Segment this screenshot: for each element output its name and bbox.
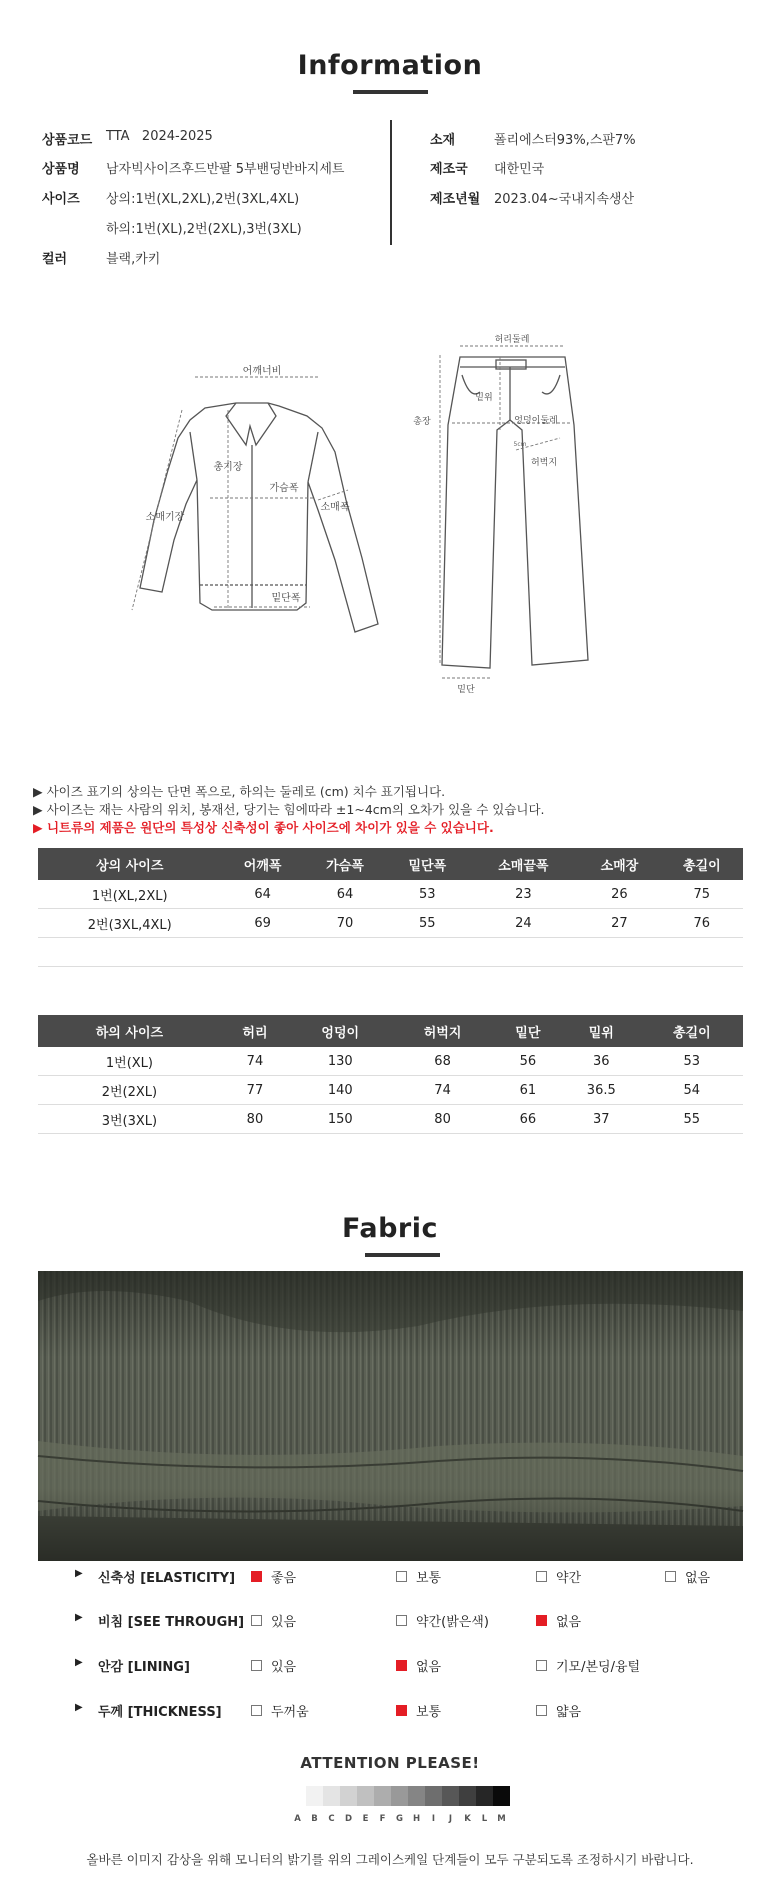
table-cell: 74	[391, 1076, 493, 1105]
table-cell: 27	[578, 909, 660, 938]
checkbox-checked-icon	[396, 1660, 407, 1671]
fabric-row-label: 두께 [THICKNESS]	[98, 1705, 222, 1720]
table-cell: 3번(3XL)	[38, 1105, 221, 1134]
grayscale-swatch	[493, 1786, 510, 1806]
fabric-title: Fabric	[342, 1213, 438, 1244]
bottom-size-table	[38, 1015, 743, 1134]
table-cell	[304, 938, 386, 967]
info-row-size-bottom	[42, 218, 302, 237]
table-cell	[386, 938, 468, 967]
table-cell: 76	[661, 909, 743, 938]
table-header-cell: 밑단폭	[386, 848, 468, 880]
fabric-row-label: 비침 [SEE THROUGH]	[98, 1615, 245, 1630]
grayscale-label: C	[328, 1814, 335, 1824]
fabric-photo	[38, 1271, 743, 1561]
grayscale-swatch	[374, 1786, 391, 1806]
option-lining-yes	[251, 1656, 296, 1675]
info-key	[42, 218, 106, 237]
table-cell: 77	[221, 1076, 289, 1105]
option-see-through-yes	[251, 1611, 296, 1630]
grayscale-swatch	[306, 1786, 323, 1806]
table-cell: 53	[641, 1047, 743, 1076]
fabric-row-thickness	[0, 1697, 780, 1723]
info-row-country	[430, 158, 544, 177]
label-thigh: 허벅지	[530, 458, 558, 468]
option-thickness-thick	[251, 1701, 309, 1720]
grayscale-label: G	[396, 1814, 403, 1824]
option-label: 있음	[271, 1660, 297, 1675]
label-sleeve-length: 소매기장	[145, 512, 185, 523]
label-hem: 밑단폭	[271, 593, 301, 604]
option-label: 약간(밝은색)	[416, 1615, 489, 1630]
table-header-cell: 허리	[221, 1015, 289, 1047]
info-value: 상의:1번(XL,2XL),2번(3XL,4XL)	[106, 192, 300, 207]
info-key: 컬러	[42, 252, 68, 267]
table-cell	[221, 938, 303, 967]
fabric-row-elasticity	[0, 1563, 780, 1589]
option-elasticity-none	[665, 1567, 710, 1586]
info-value: 폴리에스터93%,스판7%	[494, 133, 636, 148]
row-arrow-icon: ▶	[75, 1657, 83, 1668]
checkbox-icon	[536, 1571, 547, 1582]
grayscale-label: L	[481, 1814, 488, 1824]
info-value: 남자빅사이즈후드반팔 5부밴딩반바지세트	[106, 162, 345, 177]
table-cell: 150	[289, 1105, 391, 1134]
checkbox-icon	[396, 1571, 407, 1582]
info-row-product-code	[42, 129, 213, 148]
table-cell: 80	[391, 1105, 493, 1134]
table-row	[38, 1047, 743, 1076]
option-label: 보통	[416, 1705, 442, 1720]
table-cell	[578, 938, 660, 967]
table-header-cell: 소매끝폭	[468, 848, 578, 880]
grayscale-label: F	[379, 1814, 386, 1824]
table-header-cell: 소매장	[578, 848, 660, 880]
option-lining-fleece	[536, 1656, 640, 1675]
checkbox-checked-icon	[396, 1705, 407, 1716]
table-cell: 36.5	[562, 1076, 641, 1105]
option-label: 약간	[556, 1571, 582, 1586]
table-cell	[468, 938, 578, 967]
info-row-color	[42, 248, 160, 267]
checkbox-checked-icon	[251, 1571, 262, 1582]
grayscale-swatch	[459, 1786, 476, 1806]
table-cell: 54	[641, 1076, 743, 1105]
option-label: 없음	[685, 1571, 711, 1586]
option-see-through-none	[536, 1611, 581, 1630]
checkbox-icon	[251, 1660, 262, 1671]
checkbox-icon	[251, 1615, 262, 1626]
option-elasticity-slight	[536, 1567, 581, 1586]
option-label: 없음	[556, 1615, 582, 1630]
table-row	[38, 1076, 743, 1105]
row-arrow-icon: ▶	[75, 1702, 83, 1713]
fabric-row-see-through	[0, 1607, 780, 1633]
pants-measure-lines	[440, 346, 572, 678]
table-header-cell: 어깨폭	[221, 848, 303, 880]
grayscale-swatch	[476, 1786, 493, 1806]
grayscale-bar	[289, 1786, 510, 1806]
table-header-cell: 총길이	[641, 1015, 743, 1047]
grayscale-swatch	[408, 1786, 425, 1806]
option-label: 없음	[416, 1660, 442, 1675]
row-arrow-icon: ▶	[75, 1612, 83, 1623]
info-key: 제조년월	[430, 192, 481, 207]
table-header-cell: 상의 사이즈	[38, 848, 221, 880]
label-waist: 허리둘레	[494, 335, 530, 345]
table-cell: 53	[386, 880, 468, 909]
table-cell: 140	[289, 1076, 391, 1105]
option-label: 얇음	[556, 1705, 582, 1720]
table-cell: 26	[578, 880, 660, 909]
option-thickness-thin	[536, 1701, 581, 1720]
table-cell	[38, 938, 221, 967]
checkbox-icon	[396, 1615, 407, 1626]
fabric-photo-graphic	[38, 1271, 743, 1561]
table-cell: 2번(3XL,4XL)	[38, 909, 221, 938]
label-pants-hem: 밑단	[457, 685, 475, 695]
table-header-cell: 허벅지	[391, 1015, 493, 1047]
table-cell: 36	[562, 1047, 641, 1076]
option-label: 있음	[271, 1615, 297, 1630]
table-cell: 55	[641, 1105, 743, 1134]
table-cell: 61	[494, 1076, 562, 1105]
table-cell: 1번(XL,2XL)	[38, 880, 221, 909]
grayscale-label: I	[431, 1814, 436, 1824]
grayscale-label: J	[448, 1814, 453, 1824]
label-chest: 가슴폭	[269, 483, 299, 494]
note-tolerance: ▶ 사이즈는 재는 사람의 위치, 봉재선, 당기는 힘에따라 ±1~4cm의 오차가 있을 수 있습니다.	[33, 802, 545, 817]
grayscale-swatch	[289, 1786, 306, 1806]
info-key: 제조국	[430, 162, 468, 177]
label-inseam-mark: 5cm	[513, 441, 527, 448]
info-row-material	[430, 129, 636, 148]
jacket-measure-lines	[132, 377, 348, 610]
grayscale-label: D	[344, 1814, 353, 1824]
info-value: 2023.04~국내지속생산	[494, 192, 634, 207]
option-label: 두꺼움	[271, 1705, 309, 1720]
attention-title: ATTENTION PLEASE!	[300, 1754, 480, 1772]
info-key: 사이즈	[42, 192, 80, 207]
option-thickness-normal	[396, 1701, 441, 1720]
table-cell: 68	[391, 1047, 493, 1076]
table-row	[38, 1105, 743, 1134]
option-label: 좋음	[271, 1571, 297, 1586]
grayscale-swatch	[340, 1786, 357, 1806]
info-value: TTA 2024-2025	[106, 129, 213, 144]
table-header-cell: 총길이	[661, 848, 743, 880]
grayscale-label: M	[497, 1814, 506, 1824]
note-size-notation: ▶ 사이즈 표기의 상의는 단면 폭으로, 하의는 둘레로 (cm) 치수 표기됩니다.	[33, 784, 446, 799]
option-label: 기모/본딩/융털	[556, 1660, 641, 1675]
attention-message: 올바른 이미지 감상을 위해 모니터의 밝기를 위의 그레이스케일 단계들이 모두 구분되도록 조정하시기 바랍니다.	[86, 1852, 694, 1867]
table-cell: 64	[304, 880, 386, 909]
label-rise: 밑위	[475, 393, 493, 403]
table-header-cell: 밑위	[562, 1015, 641, 1047]
checkbox-checked-icon	[536, 1615, 547, 1626]
info-value: 블랙,카키	[106, 252, 161, 267]
grayscale-swatch	[442, 1786, 459, 1806]
grayscale-label: K	[464, 1814, 471, 1824]
fabric-underline	[365, 1253, 440, 1257]
table-header-row	[38, 848, 743, 880]
table-cell: 66	[494, 1105, 562, 1134]
info-value: 대한민국	[494, 162, 545, 177]
label-shoulder: 어깨너비	[242, 366, 282, 377]
table-header-cell: 엉덩이	[289, 1015, 391, 1047]
grayscale-labels	[289, 1814, 510, 1824]
info-key: 소재	[430, 133, 456, 148]
label-total-length: 총기장	[213, 462, 243, 473]
label-hip: 엉덩이둘레	[514, 416, 558, 426]
option-elasticity-normal	[396, 1567, 441, 1586]
pants-illustration	[442, 357, 588, 668]
fabric-row-label: 신축성 [ELASTICITY]	[98, 1571, 236, 1586]
table-cell: 130	[289, 1047, 391, 1076]
table-header-cell: 가슴폭	[304, 848, 386, 880]
table-cell: 1번(XL)	[38, 1047, 221, 1076]
table-cell: 2번(2XL)	[38, 1076, 221, 1105]
grayscale-swatch	[357, 1786, 374, 1806]
option-label: 보통	[416, 1571, 442, 1586]
table-cell: 70	[304, 909, 386, 938]
grayscale-label: E	[362, 1814, 369, 1824]
label-pants-length: 총장	[413, 417, 431, 427]
table-cell: 55	[386, 909, 468, 938]
fabric-row-label: 안감 [LINING]	[98, 1660, 190, 1675]
table-cell: 23	[468, 880, 578, 909]
grayscale-label: A	[294, 1814, 301, 1824]
info-divider	[390, 120, 392, 245]
table-row-empty	[38, 938, 743, 967]
table-cell: 74	[221, 1047, 289, 1076]
top-size-table	[38, 848, 743, 967]
checkbox-icon	[536, 1705, 547, 1716]
checkbox-icon	[665, 1571, 676, 1582]
table-cell: 80	[221, 1105, 289, 1134]
table-header-row	[38, 1015, 743, 1047]
info-key: 상품코드	[42, 133, 93, 148]
option-elasticity-good	[251, 1567, 296, 1586]
information-underline	[353, 90, 428, 94]
checkbox-icon	[251, 1705, 262, 1716]
fabric-row-lining	[0, 1652, 780, 1678]
note-knit-warning: ▶ 니트류의 제품은 원단의 특성상 신축성이 좋아 사이즈에 차이가 있을 수 있습니다.	[33, 820, 494, 835]
grayscale-swatch	[391, 1786, 408, 1806]
table-row	[38, 880, 743, 909]
info-value: 하의:1번(XL),2번(2XL),3번(3XL)	[106, 222, 302, 237]
table-row	[38, 909, 743, 938]
table-cell: 24	[468, 909, 578, 938]
info-row-product-name	[42, 158, 344, 177]
size-diagram	[0, 320, 780, 695]
table-cell: 37	[562, 1105, 641, 1134]
info-row-size	[42, 188, 299, 207]
label-sleeve-width: 소매폭	[320, 502, 350, 513]
info-key: 상품명	[42, 162, 80, 177]
row-arrow-icon: ▶	[75, 1568, 83, 1579]
checkbox-icon	[536, 1660, 547, 1671]
table-cell: 56	[494, 1047, 562, 1076]
grayscale-swatch	[323, 1786, 340, 1806]
grayscale-swatch	[425, 1786, 442, 1806]
table-header-cell: 하의 사이즈	[38, 1015, 221, 1047]
option-lining-none	[396, 1656, 441, 1675]
info-row-manufacture-date	[430, 188, 634, 207]
grayscale-label: H	[412, 1814, 421, 1824]
option-see-through-slight	[396, 1611, 489, 1630]
table-cell: 75	[661, 880, 743, 909]
grayscale-label: B	[311, 1814, 318, 1824]
table-header-cell: 밑단	[494, 1015, 562, 1047]
table-cell: 64	[221, 880, 303, 909]
table-cell: 69	[221, 909, 303, 938]
table-cell	[661, 938, 743, 967]
information-title: Information	[297, 50, 483, 81]
